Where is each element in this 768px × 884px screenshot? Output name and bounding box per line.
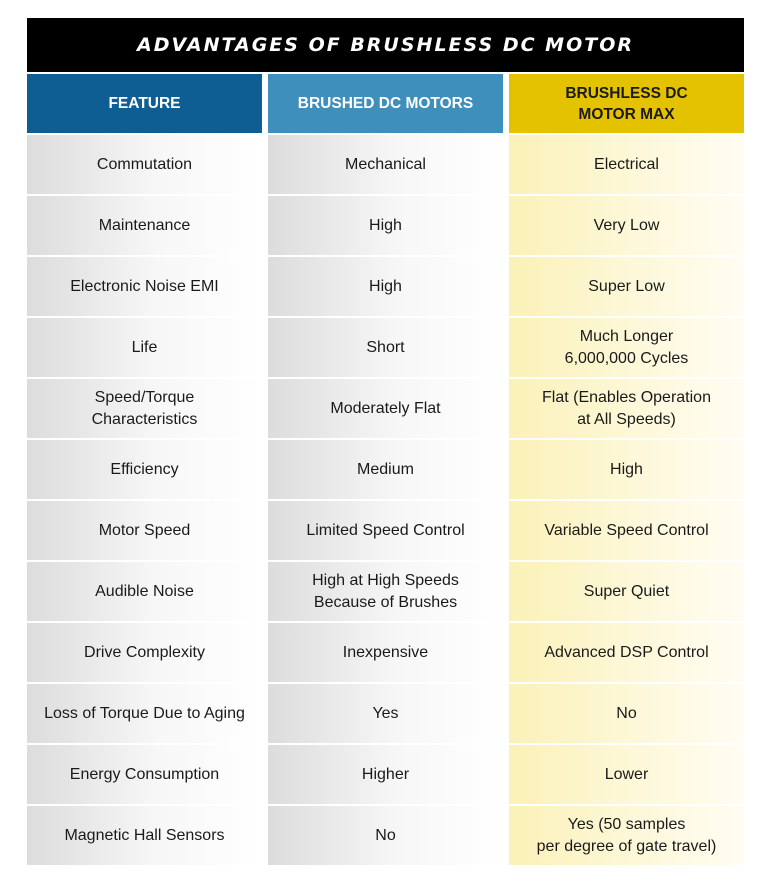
brushed-cell: Short: [268, 318, 503, 377]
brushless-cell: Super Low: [509, 257, 744, 316]
feature-cell: Magnetic Hall Sensors: [27, 806, 262, 865]
brushless-cell: Lower: [509, 745, 744, 804]
feature-cell: Audible Noise: [27, 562, 262, 621]
brushless-cell: Variable Speed Control: [509, 501, 744, 560]
brushless-cell: Super Quiet: [509, 562, 744, 621]
table-row: [27, 501, 744, 560]
feature-cell: Speed/Torque Characteristics: [27, 379, 262, 438]
table-row: [27, 379, 744, 438]
feature-cell: Loss of Torque Due to Aging: [27, 684, 262, 743]
brushed-cell: High at High Speeds Because of Brushes: [268, 562, 503, 621]
table-body: [27, 135, 744, 865]
brushed-cell: Medium: [268, 440, 503, 499]
table-title: ADVANTAGES OF BRUSHLESS DC MOTOR: [27, 18, 744, 72]
brushless-cell: High: [509, 440, 744, 499]
brushless-cell: Much Longer 6,000,000 Cycles: [509, 318, 744, 377]
brushed-cell: Inexpensive: [268, 623, 503, 682]
brushed-cell: No: [268, 806, 503, 865]
table-header: [27, 74, 744, 133]
feature-cell: Life: [27, 318, 262, 377]
brushed-cell: Yes: [268, 684, 503, 743]
feature-cell: Commutation: [27, 135, 262, 194]
brushed-cell: Mechanical: [268, 135, 503, 194]
header-brushless: BRUSHLESS DC MOTOR MAX: [509, 74, 744, 133]
brushless-cell: Yes (50 samples per degree of gate travel): [509, 806, 744, 865]
brushed-cell: Higher: [268, 745, 503, 804]
brushless-cell: Advanced DSP Control: [509, 623, 744, 682]
table-row: [27, 135, 744, 194]
feature-cell: Drive Complexity: [27, 623, 262, 682]
brushed-cell: High: [268, 257, 503, 316]
feature-cell: Motor Speed: [27, 501, 262, 560]
table-row: [27, 562, 744, 621]
brushless-cell: Electrical: [509, 135, 744, 194]
table-row: [27, 684, 744, 743]
header-feature: FEATURE: [27, 74, 262, 133]
table-row: [27, 623, 744, 682]
feature-cell: Efficiency: [27, 440, 262, 499]
table-row: [27, 440, 744, 499]
table-row: [27, 196, 744, 255]
brushless-cell: No: [509, 684, 744, 743]
header-brushed: BRUSHED DC MOTORS: [268, 74, 503, 133]
table-row: [27, 806, 744, 865]
feature-cell: Energy Consumption: [27, 745, 262, 804]
brushless-cell: Flat (Enables Operation at All Speeds): [509, 379, 744, 438]
brushed-cell: Limited Speed Control: [268, 501, 503, 560]
table-row: [27, 257, 744, 316]
brushless-cell: Very Low: [509, 196, 744, 255]
feature-cell: Maintenance: [27, 196, 262, 255]
table-row: [27, 318, 744, 377]
feature-cell: Electronic Noise EMI: [27, 257, 262, 316]
table-row: [27, 745, 744, 804]
comparison-table: [27, 18, 744, 867]
brushed-cell: High: [268, 196, 503, 255]
brushed-cell: Moderately Flat: [268, 379, 503, 438]
